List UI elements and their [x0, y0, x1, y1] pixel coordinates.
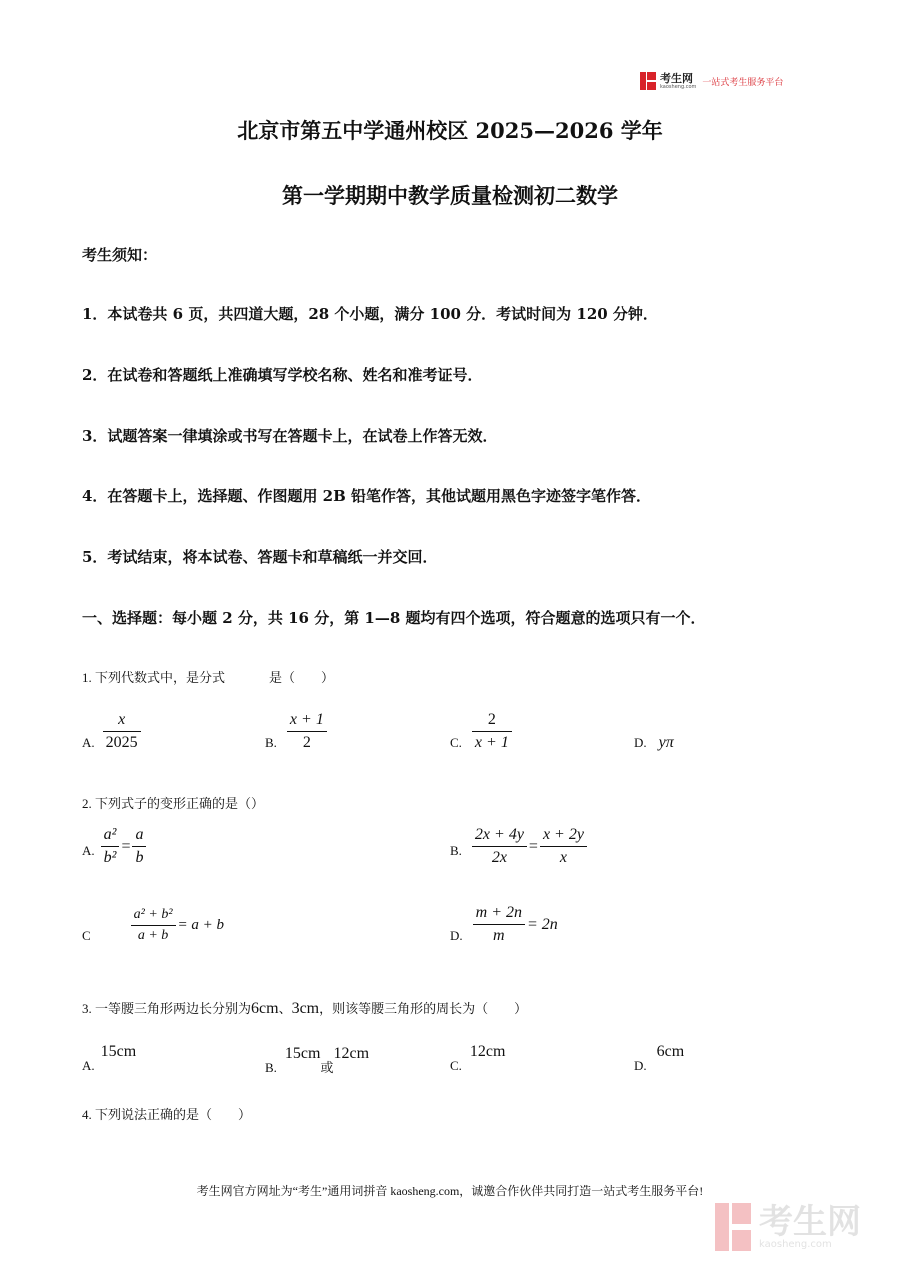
- logo-slogan: 一站式考生服务平台: [702, 77, 784, 88]
- q1-option-d: D. yπ: [634, 734, 674, 751]
- q4-stem: 4. 下列说法正确的是（ ）: [82, 1107, 252, 1122]
- q2-option-a: A. $\frac{\text{a²}}{\text{b²}}$ = $\frac{a}{b}$: [82, 826, 146, 867]
- q1-option-a: A. $\frac{x}{2025}$: [82, 711, 141, 752]
- notice-item-4: 4．在答题卡上，选择题、作图题用 2B 铅笔作答，其他试题用黑色字迹签字笔作答．: [82, 487, 652, 505]
- section-1-heading: 一、选择题：每小题 2 分，共 16 分，第 1—8 题均有四个选项，符合题意的选项只有一个．: [82, 609, 706, 627]
- kaosheng-logo-icon: [640, 72, 656, 90]
- logo-name: 考生网: [660, 71, 693, 85]
- q2-option-b: B. $\frac{2x + 4y}{2x}$ = $\frac{x + 2y}{x}$: [450, 826, 587, 867]
- watermark: [715, 1203, 861, 1251]
- watermark-domain: kaosheng.com: [759, 1238, 832, 1250]
- title-line-2: 第一学期期中教学质量检测初二数学: [282, 183, 618, 208]
- q2-option-c: C $\frac{\text{a² + b²}}{a + b}$ = a + b: [82, 906, 225, 943]
- notice-item-3: 3．试题答案一律填涂或书写在答题卡上，在试卷上作答无效．: [82, 427, 498, 445]
- watermark-name: 考生网: [759, 1201, 861, 1242]
- q3-option-a: A.15cm: [82, 1043, 137, 1073]
- q3-option-b: B.15cm或12cm: [265, 1045, 370, 1075]
- notice-item-5: 5．考试结束，将本试卷、答题卡和草稿纸一并交回．: [82, 548, 438, 566]
- notice-item-2: 2．在试卷和答题纸上准确填写学校名称、姓名和准考证号．: [82, 366, 483, 384]
- q2-stem: 2. 下列式子的变形正确的是（）: [82, 796, 265, 811]
- kaosheng-watermark-icon: [715, 1203, 751, 1251]
- q1-option-b: B. $\frac{x + 1}{2}$: [265, 711, 327, 752]
- q3-option-d: D.6cm: [634, 1043, 685, 1073]
- title-line-1: 北京市第五中学通州校区 2025—2026 学年: [237, 118, 663, 143]
- q2-option-d: D. $\frac{m + 2n}{m}$ = 2n: [450, 904, 558, 944]
- q1-option-c: C. $\frac{2}{x + 1}$: [450, 711, 512, 752]
- q1-stem: 1. 下列代数式中，是分式 是（ ）: [82, 670, 335, 685]
- logo-domain: kaosheng.com: [660, 83, 697, 90]
- notice-item-1: 1．本试卷共 6 页，共四道大题，28 个小题，满分 100 分．考试时间为 120 分钟．: [82, 305, 658, 323]
- notice-heading: 考生须知：: [82, 246, 158, 264]
- footer-text: 考生网官方网址为“考生”通用词拼音 kaosheng.com，诚邀合作伙伴共同打造一站式考生服务平台!: [196, 1184, 704, 1198]
- q3-option-c: C.12cm: [450, 1043, 506, 1073]
- header-logo: [640, 72, 783, 90]
- q3-stem: 3. 一等腰三角形两边长分别为6cm、3cm，则该等腰三角形的周长为（ ）: [82, 1000, 528, 1017]
